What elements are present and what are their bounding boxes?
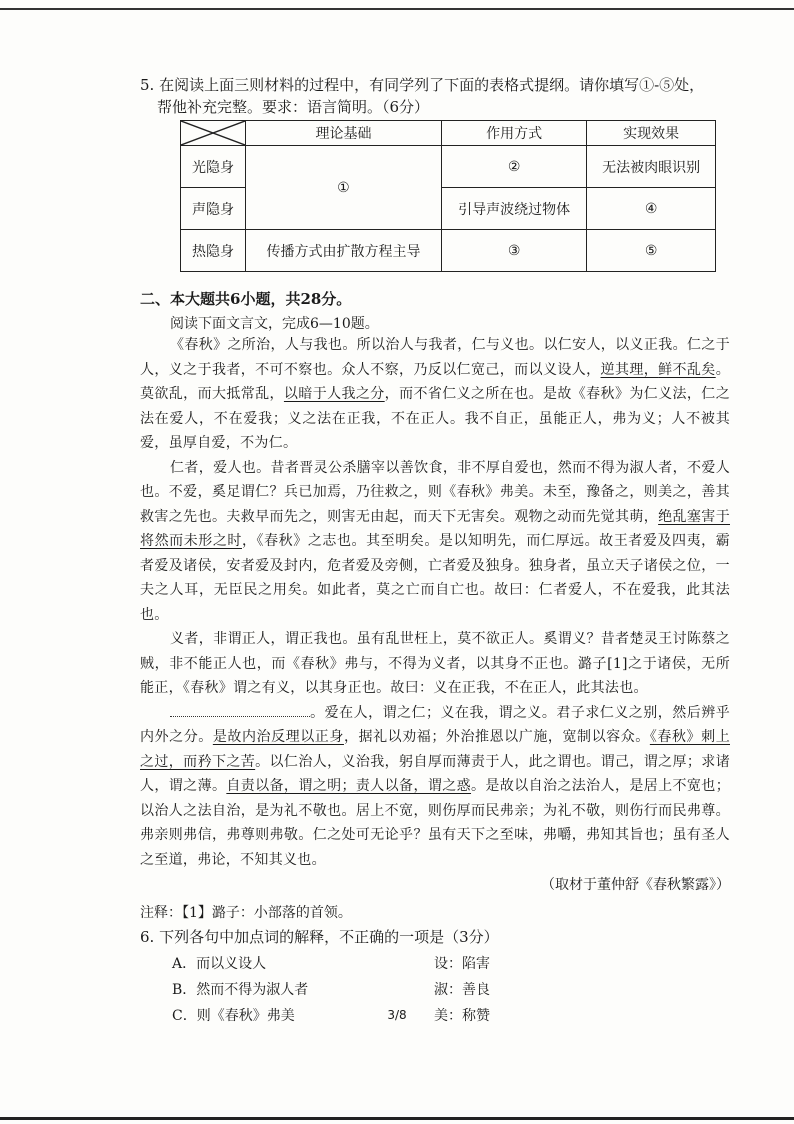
row-label-heat: 热隐身: [181, 230, 246, 272]
option-b-sentence: B．然而不得为淑人者: [172, 982, 309, 998]
table-header-method: 作用方式: [441, 121, 586, 146]
cell-light-result: 无法被肉眼识别: [587, 146, 716, 188]
p1-underline-a: 逆其理，: [600, 361, 659, 378]
question-5: [140, 74, 730, 118]
p2-underline-a: 绝乱塞害于将然而未形之时: [140, 508, 730, 549]
p4-text-d: 谓己，谓之厚；求诸人，谓之薄。: [140, 753, 730, 794]
table-header-effect: 实现效果: [587, 121, 716, 146]
blank-3[interactable]: ③: [441, 230, 586, 272]
outline-table: [180, 120, 716, 272]
p1-text-b: 。莫欲乱，而大抵常乱，: [140, 361, 731, 402]
option-b-gloss: 淑：善良: [434, 982, 490, 998]
p4-text-e: 。是故以自治之法治人，是居上不宽也；以治人之法自治，是为礼不敬也。居上不宽，则伤厚而民弗亲；为礼不敬，则伤行而民弗尊。弗亲则弗信，弗尊则弗敬。仁之处可无论乎？虽有天下之至味，弗嚼，弗知其旨也；虽有圣人之至道，弗论，不知其义也。: [140, 778, 730, 868]
scan-edge-bottom: [0, 1117, 794, 1120]
blank-4[interactable]: ④: [587, 188, 716, 230]
question-5-line1: 5. 在阅读上面三则材料的过程中，有同学列了下面的表格式提纲。请你填写①-⑤处，: [140, 76, 705, 94]
table-corner-cell: [181, 121, 246, 146]
question-6-stem: 6. 下列各句中加点词的解释，不正确的一项是（3分）: [140, 928, 499, 946]
option-c-sentence: C．则《春秋》弗美: [172, 1008, 295, 1024]
scan-edge-top: [0, 8, 794, 10]
question-5-line2: 帮他补充完整。要求：语言简明。（6分）: [157, 98, 430, 116]
p4-underline-c: 自责以备，谓之明；责人以备，谓之惑: [226, 778, 472, 794]
section-title: 二、本大题共6小题，共28分。: [140, 290, 352, 308]
passage-source: （取材于董仲舒《春秋繁露》）: [541, 877, 730, 893]
table-header-basis: 理论基础: [246, 121, 442, 146]
blank-2[interactable]: ②: [441, 146, 586, 188]
p1-text-c: ，而不省仁义之所在也。是故《春秋》为仁义法，仁之法在爱人，不在爱我；义之法在正我，不在正人。我不自正，虽能正人，弗为义；人不被其爱，虽厚自爱，不为仁。: [140, 386, 730, 451]
passage-paragraph-1: [140, 333, 730, 456]
p1-underline-c: 以暗于人我之分: [283, 386, 385, 402]
cell-sound-method: 引导声波绕过物体: [441, 188, 586, 230]
p1-text-a: 《春秋》之所治，人与我也。所以治人与我者，仁与义也。以仁安人，以义正我。仁之于人，义之于我者，不可不察也。众人不察，乃反以仁宽己，而以义设人，: [140, 337, 730, 378]
blank-5[interactable]: ⑤: [587, 230, 716, 272]
page-number: 3/8: [387, 1008, 407, 1022]
option-a[interactable]: [172, 953, 730, 973]
exam-page: [140, 74, 730, 1025]
option-b[interactable]: [172, 979, 730, 999]
option-a-gloss: 设：陷害: [434, 956, 490, 972]
p4-text-c: 。以仁治人，义治我，躬自厚而薄责于人，此之谓也。: [255, 753, 601, 770]
p2-text-a: 仁者，爱人也。昔者晋灵公杀膳宰以善饮食，非不厚自爱也，然而不得为淑人者，不爱人也。不爱，奚足谓仁？兵已加焉，乃往救之，则《春秋》弗美。未至，豫备之，则美之，善其救害之先也。夫救早而先之，则害无由起，而天下无害矣。观物之动而先觉其萌，: [140, 459, 730, 525]
p2-text-b: ，《春秋》之志也。其至明矣。是以知明先，而仁厚远。故王者爱及四夷，霸者爱及诸侯，安者爱及封内，危者爱及旁侧，亡者爱及独身。独身者，虽立天子诸侯之位，一夫之人耳，无臣民之用矣。如此者，莫之亡而自亡也。故曰：仁者爱人，不在爱我，此其法也。: [140, 533, 730, 623]
passage-paragraph-3: 义者，非谓正人，谓正我也。虽有乱世枉上，莫不欲正人。奚谓义？昔者楚灵王讨陈蔡之贼，非不能正人也，而《春秋》弗与，不得为义者，以其身不正也。潞子[1]之于诸侯，无所能正，《春秋》谓之有义，以其身正也。故曰：义在正我，不在正人，此其法也。: [140, 631, 730, 696]
p4-underline-a: 是故内治反理以正身: [212, 729, 344, 745]
section-instruction: 阅读下面文言文，完成6—10题。: [170, 316, 379, 332]
option-a-sentence: A．而以义设人: [172, 956, 267, 972]
p4-text-b: ，据礼以劝福；外治推恩以广施，宽制以容众。: [343, 729, 650, 745]
passage-paragraph-2: [140, 456, 730, 628]
row-label-light: 光隐身: [181, 146, 246, 188]
option-c-gloss: 美：称赞: [434, 1008, 490, 1024]
blank-1[interactable]: ①: [246, 146, 442, 230]
row-label-sound: 声隐身: [181, 188, 246, 230]
fill-in-blank[interactable]: [170, 702, 310, 717]
passage-paragraph-4: [140, 701, 730, 873]
p4-underline-b: 《春秋》刺上之过，而矜下之苦: [140, 729, 730, 770]
annotation-note: 注释：【1】潞子：小部落的首领。: [140, 905, 352, 921]
p4-text-a: 。爱在人，谓之仁；义在我，谓之义。君子求仁义之别，然后辨乎内外之分。: [140, 704, 730, 745]
p1-underline-b: 鲜不乱矣: [658, 361, 716, 378]
cell-heat-basis: 传播方式由扩散方程主导: [246, 230, 442, 272]
